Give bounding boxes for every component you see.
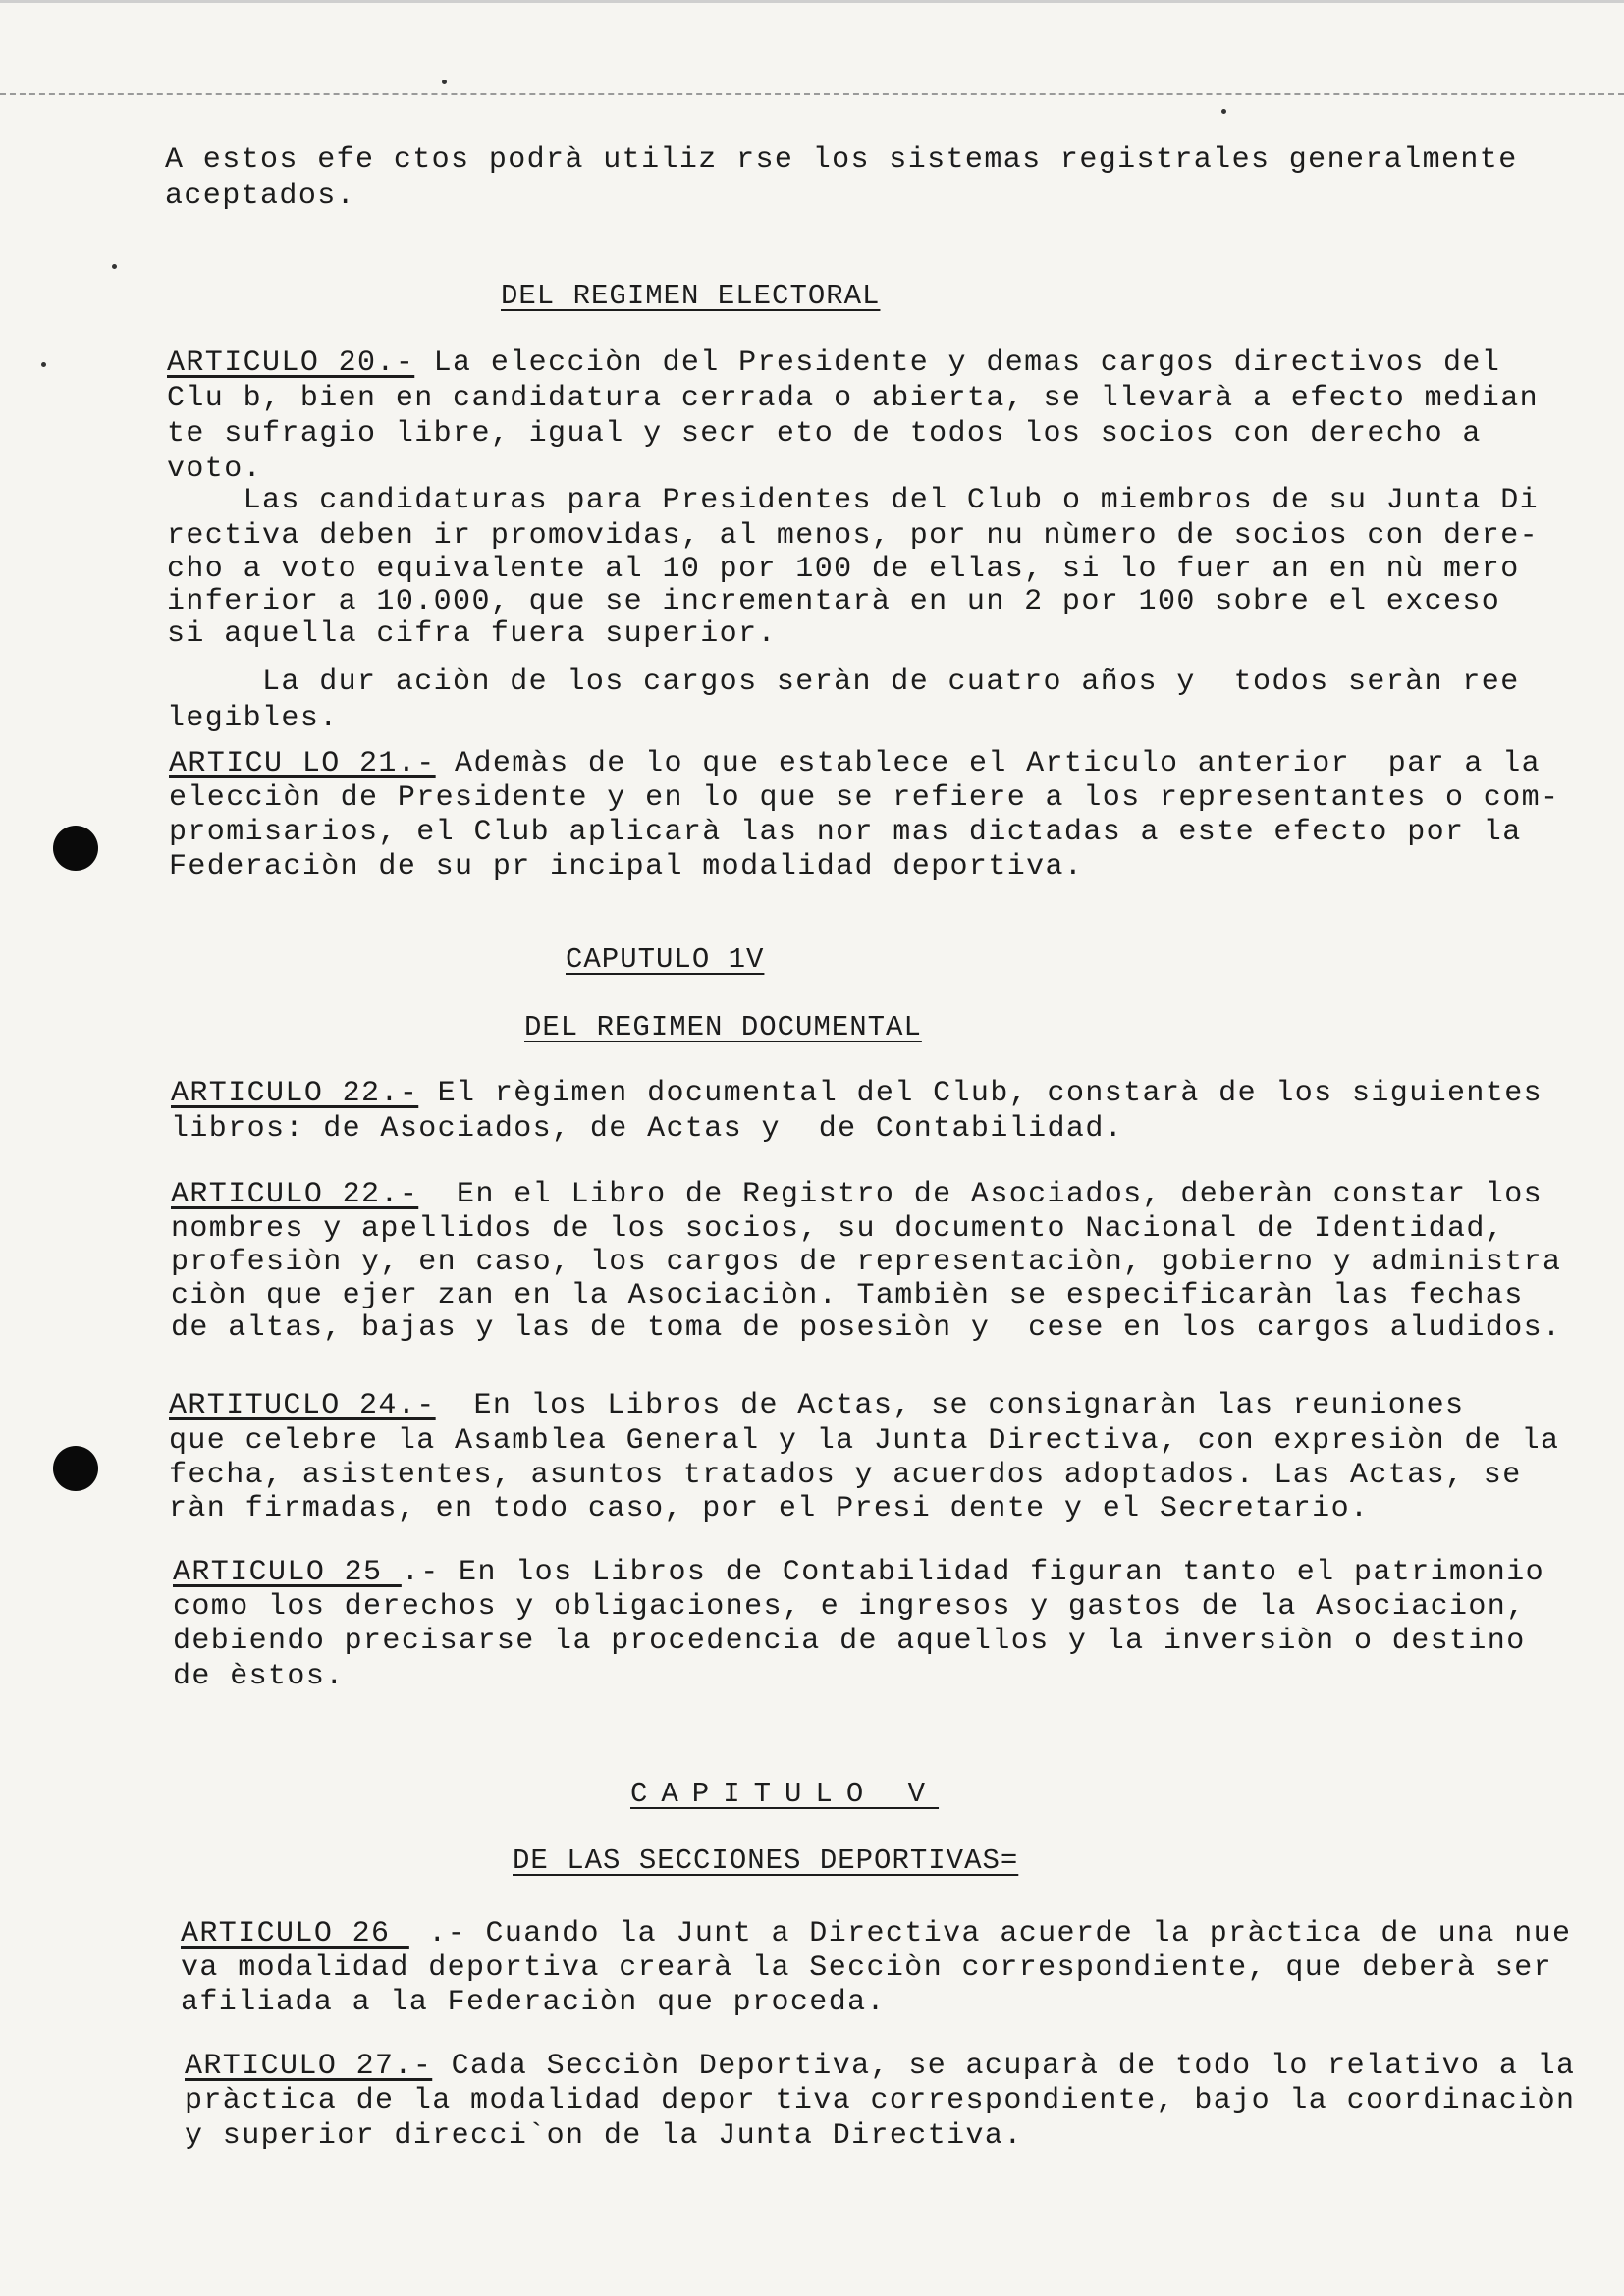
top-dashed-line — [0, 93, 1624, 95]
article-22-line: ARTICULO 22.- El règimen documental del Club, constarà de los siguientes — [171, 1077, 1543, 1110]
ink-speck — [41, 362, 46, 367]
article-22-label: ARTICULO 22.- — [171, 1077, 419, 1110]
section-heading-documental: DEL REGIMEN DOCUMENTAL — [524, 1011, 922, 1043]
article-20-line: rectiva deben ir promovidas, al menos, por nu nùmero de socios con dere- — [167, 519, 1540, 553]
article-24-line: fecha, asistentes, asuntos tratados y acuerdos adoptados. Las Actas, se — [169, 1459, 1522, 1492]
article-27-label: ARTICULO 27.- — [185, 2050, 433, 2083]
article-23-line: ciòn que ejer zan en la Asociaciòn. Tambièn se especificaràn las fechas — [171, 1279, 1524, 1312]
article-20-line: Las candidaturas para Presidentes del Club o miembros de su Junta Di — [167, 484, 1540, 517]
article-20-line: Clu b, bien en candidatura cerrada o abierta, se llevarà a efecto median — [167, 382, 1540, 415]
article-26-line: va modalidad deportiva crearà la Secciòn correspondiente, que deberà ser — [181, 1951, 1553, 1985]
article-26-label: ARTICULO 26 — [181, 1917, 409, 1950]
article-25-line: ARTICULO 25 .- En los Libros de Contabilidad figuran tanto el patrimonio — [173, 1556, 1545, 1589]
article-20-line: voto. — [167, 453, 263, 486]
article-27-line: ARTICULO 27.- Cada Secciòn Deportiva, se acuparà de todo lo relativo a la — [185, 2050, 1576, 2083]
ink-speck — [1221, 109, 1226, 114]
chapter-heading-iv: CAPUTULO 1V — [566, 943, 765, 976]
article-20-line: cho a voto equivalente al 10 por 100 de ellas, si lo fuer an en nù mero — [167, 553, 1520, 586]
article-24-line: ARTITUCLO 24.- En los Libros de Actas, se consignaràn las reuniones — [169, 1389, 1465, 1422]
intro-line: aceptados. — [165, 180, 356, 213]
article-21-label: ARTICU LO 21.- — [169, 747, 436, 780]
article-20-line: inferior a 10.000, que se incrementarà en un 2 por 100 sobre el exceso — [167, 585, 1501, 618]
article-24-line: que celebre la Asamblea General y la Junta Directiva, con expresiòn de la — [169, 1424, 1560, 1458]
article-25-line: como los derechos y obligaciones, e ingresos y gastos de la Asociacion, — [173, 1590, 1526, 1624]
article-27-line: pràctica de la modalidad depor tiva correspondiente, bajo la coordinaciòn — [185, 2084, 1576, 2117]
article-26-line: afiliada a la Federaciòn que proceda. — [181, 1986, 886, 2019]
article-22-line: libros: de Asociados, de Actas y de Contabilidad. — [171, 1112, 1124, 1146]
article-21-line: ARTICU LO 21.- Ademàs de lo que establece el Articulo anterior par a la — [169, 747, 1542, 780]
ink-speck — [442, 80, 447, 84]
article-20-line: La dur aciòn de los cargos seràn de cuatro años y todos seràn ree — [167, 666, 1520, 699]
article-24-label: ARTITUCLO 24.- — [169, 1389, 436, 1422]
article-23-label: ARTICULO 22.- — [171, 1178, 419, 1211]
ink-speck — [112, 264, 117, 269]
article-20-label: ARTICULO 20.- — [167, 347, 415, 380]
article-20-line: si aquella cifra fuera superior. — [167, 617, 777, 651]
article-23-line: nombres y apellidos de los socios, su documento Nacional de Identidad, — [171, 1212, 1505, 1246]
article-21-line: promisarios, el Club aplicarà las nor mas dictadas a este efecto por la — [169, 816, 1522, 849]
article-20-line: ARTICULO 20.- La elecciòn del Presidente y demas cargos directivos del — [167, 347, 1501, 380]
article-20-line: legibles. — [167, 702, 339, 735]
chapter-heading-v: CAPITULO V — [630, 1778, 940, 1810]
article-27-line: y superior direcci`on de la Junta Directiva. — [185, 2119, 1023, 2153]
article-21-line: elecciòn de Presidente y en lo que se refiere a los representantes o com- — [169, 781, 1560, 815]
intro-line: A estos efe ctos podrà utiliz rse los sistemas registrales generalmente — [165, 143, 1518, 177]
article-23-line: de altas, bajas y las de toma de posesiòn y cese en los cargos aludidos. — [171, 1311, 1562, 1345]
article-20-line: te sufragio libre, igual y secr eto de todos los socios con derecho a — [167, 417, 1482, 451]
section-heading-secciones: DE LAS SECCIONES DEPORTIVAS= — [513, 1844, 1019, 1877]
article-23-line: profesiòn y, en caso, los cargos de representaciòn, gobierno y administra — [171, 1246, 1562, 1279]
punch-hole — [53, 826, 98, 871]
section-heading-electoral: DEL REGIMEN ELECTORAL — [501, 280, 881, 312]
article-25-label: ARTICULO 25 — [173, 1556, 402, 1589]
article-25-line: de èstos. — [173, 1660, 345, 1693]
punch-hole — [53, 1446, 98, 1491]
article-24-line: ràn firmadas, en todo caso, por el Presi dente y el Secretario. — [169, 1492, 1370, 1525]
article-23-line: ARTICULO 22.- En el Libro de Registro de Asociados, deberàn constar los — [171, 1178, 1543, 1211]
article-26-line: ARTICULO 26 .- Cuando la Junt a Directiva acuerde la pràctica de una nue — [181, 1917, 1572, 1950]
article-21-line: Federaciòn de su pr incipal modalidad deportiva. — [169, 850, 1084, 883]
article-25-line: debiendo precisarse la procedencia de aquellos y la inversiòn o destino — [173, 1625, 1526, 1658]
